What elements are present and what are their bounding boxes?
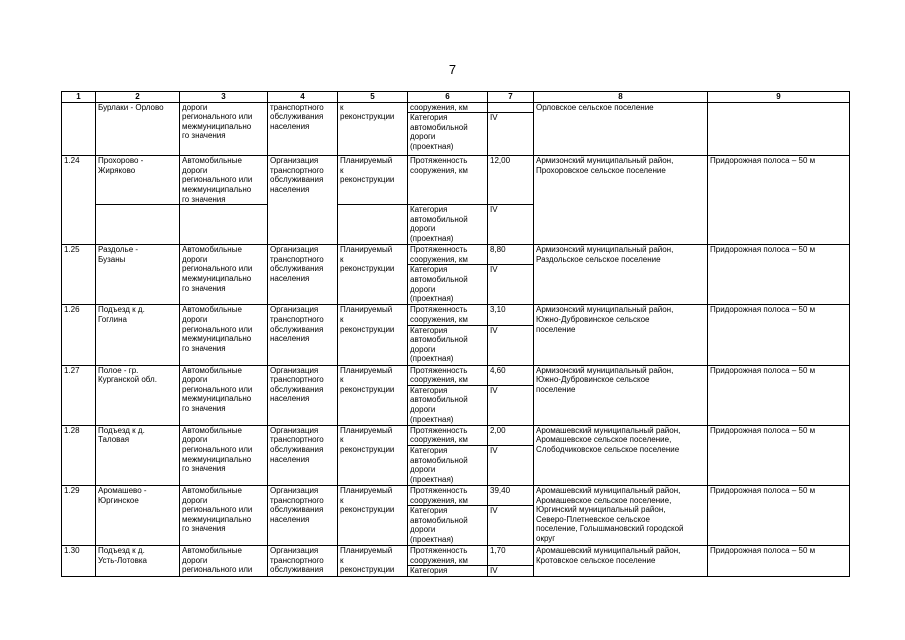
road-name: Полое - гр. Курганской обл. (96, 365, 180, 425)
row-number: 1.29 (62, 485, 96, 545)
value-category: IV (488, 113, 534, 156)
zone: Придорожная полоса – 50 м (708, 425, 850, 485)
param-length: Протяженность сооружения, км (408, 546, 488, 566)
value-length: 2,00 (488, 425, 534, 445)
param-length: сооружения, км (408, 102, 488, 113)
road-name: Подъезд к д. Усть-Лотовка (96, 546, 180, 577)
table-row (62, 425, 850, 445)
zone: Придорожная полоса – 50 м (708, 365, 850, 425)
value-length: 12,00 (488, 156, 534, 205)
value-category: IV (488, 265, 534, 305)
location: Армизонский муниципальный район, Прохоровское сельское поселение (534, 156, 708, 245)
object-status: Планируемый к реконструкции (338, 485, 408, 545)
object-status: Планируемый к реконструкции (338, 425, 408, 485)
object-purpose: Организация транспортного обслуживания населения (268, 156, 338, 245)
param-length: Протяженность сооружения, км (408, 365, 488, 385)
param-category: Категория автомобильной дороги (проектная) (408, 445, 488, 485)
object-purpose: Организация транспортного обслуживания населения (268, 245, 338, 305)
param-length: Протяженность сооружения, км (408, 485, 488, 505)
object-type: Автомобильные дороги регионального или межмуниципально го значения (180, 245, 268, 305)
road-name: Бурлаки - Орлово (96, 102, 180, 156)
object-purpose: Организация транспортного обслуживания населения (268, 485, 338, 545)
page-number: 7 (448, 62, 457, 77)
object-type: Автомобильные дороги регионального или межмуниципально го значения (180, 425, 268, 485)
object-status: Планируемый к реконструкции (338, 365, 408, 425)
param-category: Категория автомобильной дороги (проектная) (408, 506, 488, 546)
location: Аромашевский муниципальный район, Аромашевское сельское поселение, Слободчиковское сельское поселение (534, 425, 708, 485)
param-length: Протяженность сооружения, км (408, 245, 488, 265)
param-length: Протяженность сооружения, км (408, 305, 488, 325)
header-cell: 3 (180, 92, 268, 103)
table-row (62, 365, 850, 385)
value-length: 4,60 (488, 365, 534, 385)
object-status: Планируемый к реконструкции (338, 156, 408, 205)
empty-cell (180, 205, 268, 245)
value-length (488, 102, 534, 113)
param-category: Категория (408, 566, 488, 577)
param-category: Категория автомобильной дороги (проектная) (408, 325, 488, 365)
value-category: IV (488, 325, 534, 365)
row-number (62, 102, 96, 156)
value-category: IV (488, 205, 534, 245)
object-purpose: Организация транспортного обслуживания населения (268, 305, 338, 365)
value-length: 3,10 (488, 305, 534, 325)
object-type: Автомобильные дороги регионального или межмуниципально го значения (180, 156, 268, 205)
location: Аромашевский муниципальный район, Кротовское сельское поселение (534, 546, 708, 577)
object-type: Автомобильные дороги регионального или (180, 546, 268, 577)
empty-cell (338, 205, 408, 245)
zone: Придорожная полоса – 50 м (708, 305, 850, 365)
zone: Придорожная полоса – 50 м (708, 245, 850, 305)
zone: Придорожная полоса – 50 м (708, 485, 850, 545)
param-length: Протяженность сооружения, км (408, 425, 488, 445)
object-status: Планируемый к реконструкции (338, 546, 408, 577)
table-row (62, 485, 850, 505)
road-name: Прохорово - Жиряково (96, 156, 180, 205)
object-purpose: Организация транспортного обслуживания населения (268, 425, 338, 485)
location: Орловское сельское поселение (534, 102, 708, 156)
param-category: Категория автомобильной дороги (проектная) (408, 113, 488, 156)
table-row (62, 102, 850, 113)
header-cell: 1 (62, 92, 96, 103)
param-category: Категория автомобильной дороги (проектная) (408, 205, 488, 245)
object-purpose: Организация транспортного обслуживания населения (268, 365, 338, 425)
param-category: Категория автомобильной дороги (проектная) (408, 385, 488, 425)
road-name: Подъезд к д. Гоглина (96, 305, 180, 365)
param-length: Протяженность сооружения, км (408, 156, 488, 205)
header-cell: 9 (708, 92, 850, 103)
row-number: 1.25 (62, 245, 96, 305)
object-type: дороги регионального или межмуниципально го значения (180, 102, 268, 156)
zone (708, 102, 850, 156)
object-type: Автомобильные дороги регионального или межмуниципально го значения (180, 305, 268, 365)
header-cell: 2 (96, 92, 180, 103)
value-category: IV (488, 566, 534, 577)
object-status: Планируемый к реконструкции (338, 245, 408, 305)
row-number: 1.27 (62, 365, 96, 425)
object-status: к реконструкции (338, 102, 408, 156)
object-purpose: Организация транспортного обслуживания (268, 546, 338, 577)
table-row (62, 245, 850, 265)
location: Армизонский муниципальный район, Южно-Дубровинское сельское поселение (534, 365, 708, 425)
header-cell: 7 (488, 92, 534, 103)
header-cell: 4 (268, 92, 338, 103)
object-type: Автомобильные дороги регионального или межмуниципально го значения (180, 485, 268, 545)
road-name: Аромашево - Юргинское (96, 485, 180, 545)
zone: Придорожная полоса – 50 м (708, 546, 850, 577)
row-number: 1.28 (62, 425, 96, 485)
value-length: 39,40 (488, 485, 534, 505)
header-cell: 6 (408, 92, 488, 103)
table-row (62, 156, 850, 205)
location: Аромашевский муниципальный район, Аромашевское сельское поселение, Юргинский муниципальный район, Северо-Плетневское сельское поселение, Голышмановский городской округ (534, 485, 708, 545)
param-category: Категория автомобильной дороги (проектная) (408, 265, 488, 305)
empty-cell (96, 205, 180, 245)
header-row (62, 92, 850, 103)
header-cell: 8 (534, 92, 708, 103)
object-type: Автомобильные дороги регионального или межмуниципально го значения (180, 365, 268, 425)
object-purpose: транспортного обслуживания населения (268, 102, 338, 156)
header-cell: 5 (338, 92, 408, 103)
value-length: 1,70 (488, 546, 534, 566)
value-category: IV (488, 385, 534, 425)
location: Армизонский муниципальный район, Южно-Дубровинское сельское поселение (534, 305, 708, 365)
object-status: Планируемый к реконструкции (338, 305, 408, 365)
table-row (62, 305, 850, 325)
road-name: Раздолье - Бузаны (96, 245, 180, 305)
value-length: 8,80 (488, 245, 534, 265)
value-category: IV (488, 445, 534, 485)
objects-table (61, 91, 850, 577)
row-number: 1.24 (62, 156, 96, 245)
table-row (62, 546, 850, 566)
road-name: Подъезд к д. Таловая (96, 425, 180, 485)
row-number: 1.26 (62, 305, 96, 365)
zone: Придорожная полоса – 50 м (708, 156, 850, 245)
row-number: 1.30 (62, 546, 96, 577)
location: Армизонский муниципальный район, Раздольское сельское поселение (534, 245, 708, 305)
value-category: IV (488, 506, 534, 546)
